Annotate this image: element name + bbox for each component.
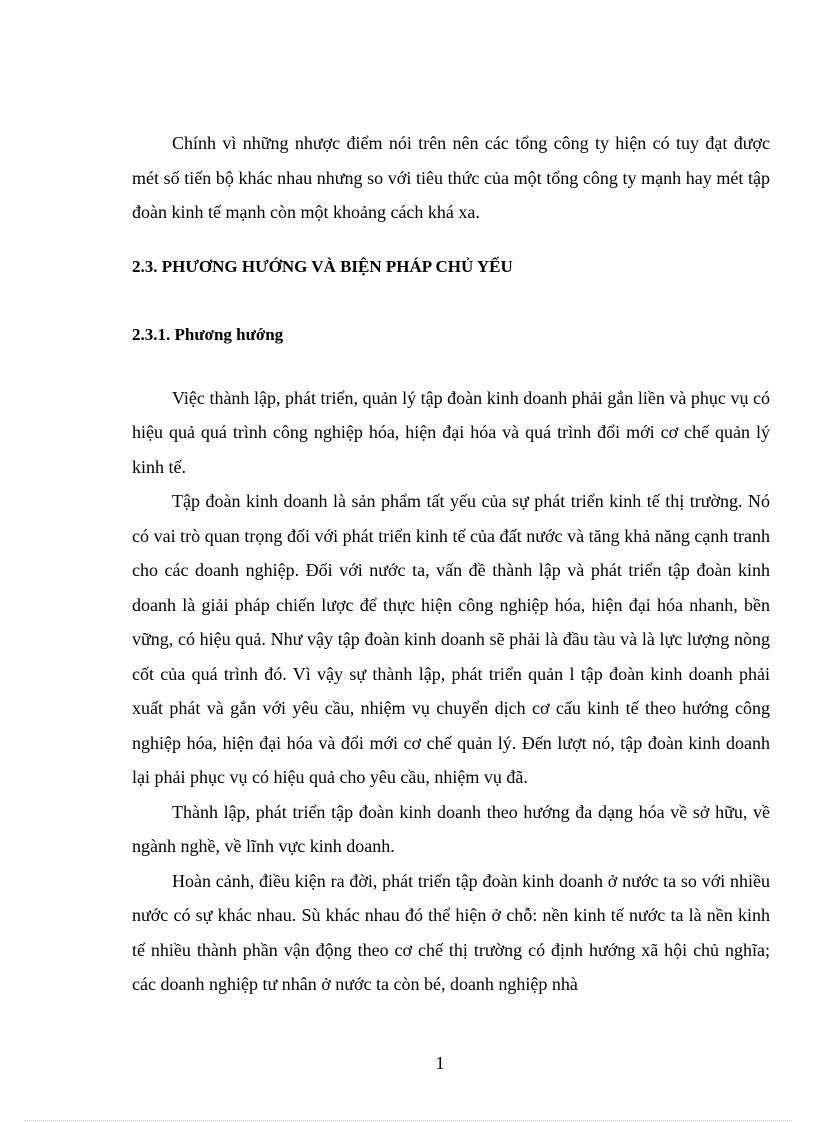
page-bottom-divider <box>24 1120 792 1121</box>
body-paragraph: Hoàn cảnh, điều kiện ra đời, phát triển tập đoàn kinh doanh ở nước ta so với nhiều nước có sự khác nhau. Sù khác nhau đó thể hiện ở chỗ: nền kinh tế nước ta là nền kinh tế nhiều thành phần vận động theo cơ chế thị trường có định hướng xã hội chủ nghĩa; các doanh nghiệp tư nhân ở nước ta còn bé, doanh nghiệp nhà <box>132 870 770 994</box>
subsection-heading: 2.3.1. Phương hướng <box>132 324 284 344</box>
page-number: 1 <box>435 1053 445 1073</box>
body-paragraph: Thành lập, phát triển tập đoàn kinh doanh theo hướng đa dạng hóa về sở hữu, về ngành nghề, về lĩnh vực kinh doanh. <box>132 801 770 856</box>
body-paragraph: Việc thành lập, phát triển, quản lý tập đoàn kinh doanh phải gắn liền và phục vụ có hiệu quả quá trình công nghiệp hóa, hiện đại hóa và quá trình đổi mới cơ chế quản lý kinh tế. <box>132 387 770 477</box>
intro-paragraph: Chính vì những nhược điểm nói trên nên các tổng công ty hiện có tuy đạt được mét số tiến bộ khác nhau nhưng so với tiêu thức của một tổng công ty mạnh hay mét tập đoàn kinh tế mạnh còn một khoảng cách khá xa. <box>132 133 770 222</box>
body-paragraph: Tập đoàn kinh doanh là sản phẩm tất yếu của sự phát triển kinh tế thị trường. Nó có vai trò quan trọng đối với phát triển kinh tế của đất nước và tăng khả năng cạnh tranh cho các doanh nghiệp. Đối với nước ta, vấn đề thành lập và phát triển tập đoàn kinh doanh là giải pháp chiến lược để thực hiện công nghiệp hóa, hiện đại hóa nhanh, bền vững, có hiệu quả. Như vậy tập đoàn kinh doanh sẽ phải là đầu tàu và là lực lượng nòng cốt của quá trình đó. Vì vậy sự thành lập, phát triển quản l tập đoàn kinh doanh phải xuất phát và gắn với yêu cầu, nhiệm vụ chuyển dịch cơ cấu kinh tế theo hướng công nghiệp hóa, hiện đại hóa và đổi mới cơ chế quản lý. Đến lượt nó, tập đoàn kinh doanh lại phải phục vụ có hiệu quả cho yêu cầu, nhiệm vụ đã. <box>132 491 770 787</box>
page-body <box>132 126 770 1002</box>
section-heading: 2.3. PHƯƠNG HƯỚNG VÀ BIỆN PHÁP CHỦ YẾU <box>132 256 513 276</box>
